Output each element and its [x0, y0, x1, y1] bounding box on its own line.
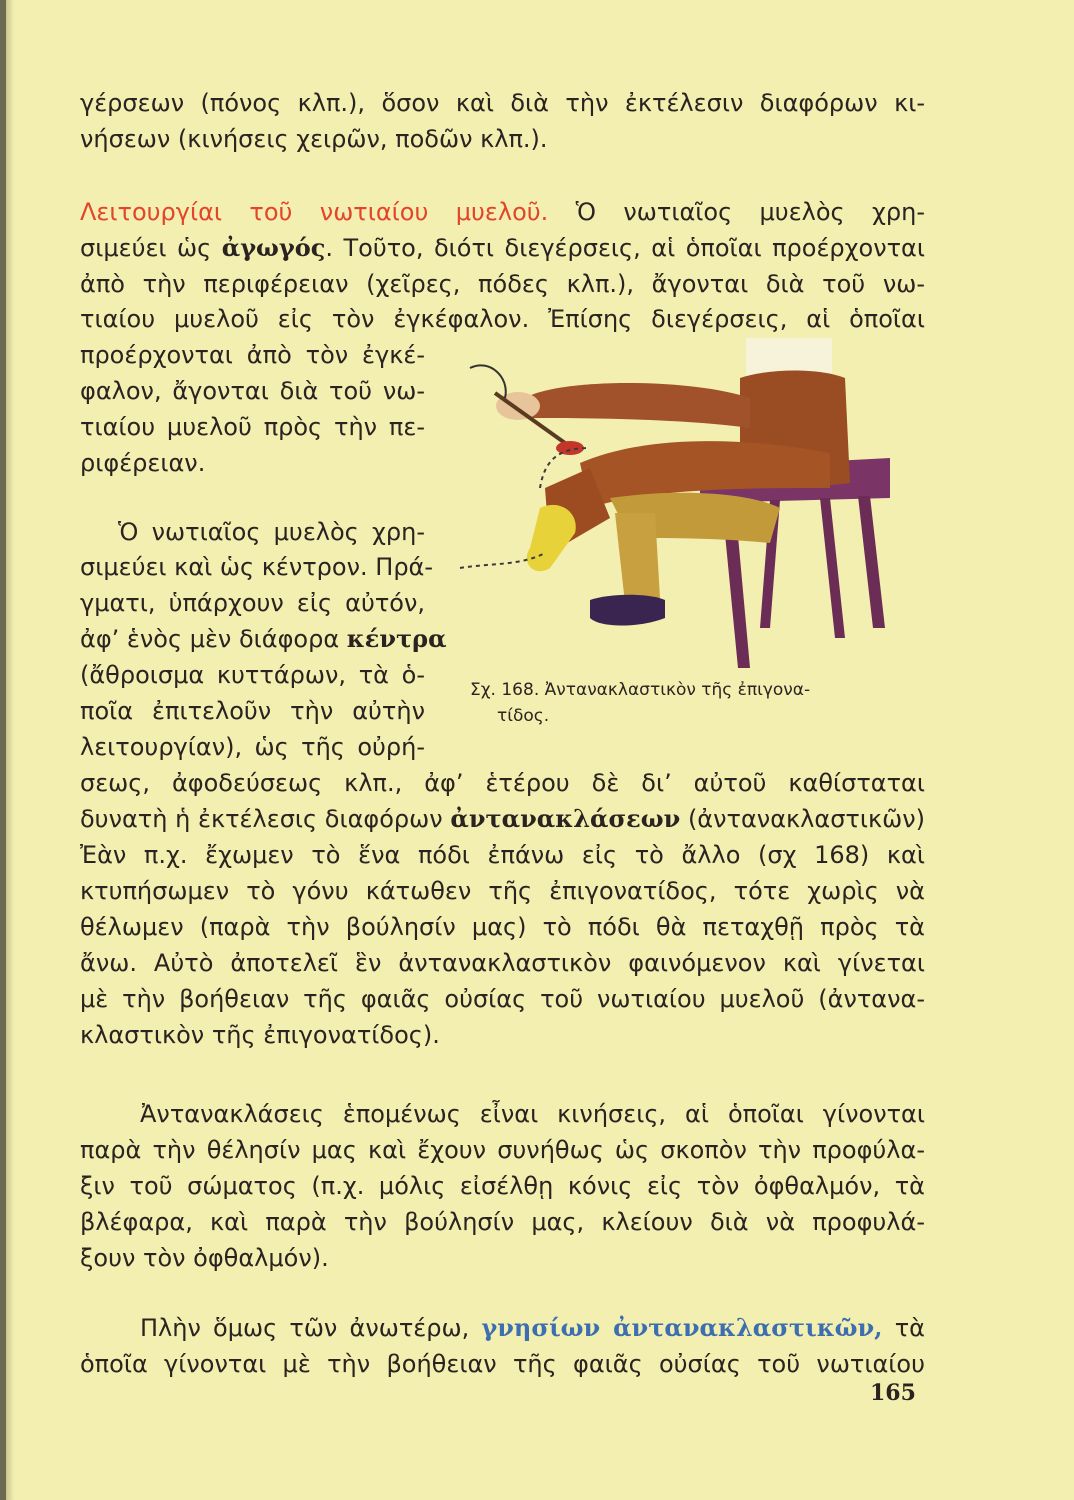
text-line: γέρσεων (πόνος κλπ.), ὅσον καὶ διὰ τὴν ἐκτέλεσιν διαφόρων κι-	[80, 89, 925, 117]
text-line: ποῖα ἐπιτελοῦν τὴν αὐτὴν	[80, 697, 425, 725]
shoe	[590, 595, 665, 626]
text-line: ἀπὸ τὴν περιφέρειαν (χεῖρες, πόδες κλπ.), ἄγονται διὰ τοῦ νω-	[80, 270, 925, 298]
text-line: Ἀντανακλάσεις ἑπομένως εἶναι κινήσεις, αἱ ὁποῖαι γίνονται	[140, 1100, 925, 1128]
text-line: τιαίου μυελοῦ εἰς τὸν ἐγκέφαλον. Ἐπίσης διεγέρσεις, αἱ ὁποῖαι	[80, 305, 925, 333]
text-line: (ἄθροισμα κυττάρων, τὰ ὁ-	[80, 661, 425, 689]
text-line: ἄνω. Αὐτὸ ἀποτελεῖ ἓν ἀντανακλαστικὸν φαινόμενον καὶ γίνεται	[80, 949, 925, 977]
bold-term: κέντρα	[346, 624, 447, 653]
reflex-foot	[527, 505, 576, 571]
section-heading: Λειτουργίαι τοῦ νωτιαίου μυελοῦ.	[80, 198, 549, 226]
knee-reflex-illustration	[450, 338, 900, 668]
book-binding-shadow	[6, 0, 14, 1500]
text-line: ξιν τοῦ σώματος (π.χ. μόλις εἰσέλθῃ κόνις εἰς τὸν ὀφθαλμόν, τὰ	[80, 1172, 925, 1200]
text-line: σιμεύει καὶ ὡς κέντρον. Πρά-	[80, 553, 434, 581]
text-line: κτυπήσωμεν τὸ γόνυ κάτωθεν τῆς ἐπιγονατίδος, τότε χωρὶς νὰ	[80, 877, 925, 905]
page-number: 165	[870, 1380, 916, 1406]
text-line: κλαστικὸν τῆς ἐπιγονατίδος).	[80, 1021, 440, 1049]
text-line: θέλωμεν (παρὰ τὴν βούλησίν μας) τὸ πόδι θὰ πεταχθῇ πρὸς τὰ	[80, 913, 925, 941]
bold-term: ἀντανακλάσεων	[450, 804, 681, 833]
chair-leg	[858, 496, 885, 628]
text-line: ἀφ’ ἑνὸς μὲν διάφορα κέντρα	[80, 624, 447, 653]
figure-caption: τίδος.	[497, 706, 550, 726]
text-line: Λειτουργίαι τοῦ νωτιαίου μυελοῦ. Ὁ νωτιαῖος μυελὸς χρη-	[80, 198, 925, 226]
text-line: σιμεύει ὡς ἀγωγός. Τοῦτο, διότι διεγέρσεις, αἱ ὁποῖαι προέρχονται	[80, 233, 925, 262]
arm	[525, 383, 750, 428]
text-line: φαλον, ἄγονται διὰ τοῦ νω-	[80, 377, 425, 405]
figure-caption: Σχ. 168. Ἀντανακλαστικὸν τῆς ἐπιγονα-	[470, 680, 811, 700]
text-line: ὁποῖα γίνονται μὲ τὴν βοήθειαν τῆς φαιᾶς οὐσίας τοῦ νωτιαίου	[80, 1350, 925, 1378]
text-line: παρὰ τὴν θέλησίν μας καὶ ἔχουν συνήθως ὡς σκοπὸν τὴν προφύλα-	[80, 1136, 925, 1164]
text-line: τιαίου μυελοῦ πρὸς τὴν πε-	[80, 413, 425, 441]
text-line: Ἐὰν π.χ. ἔχωμεν τὸ ἕνα πόδι ἐπάνω εἰς τὸ ἄλλο (σχ 168) καὶ	[80, 841, 925, 869]
text-line: δυνατὴ ἡ ἐκτέλεσις διαφόρων ἀντανακλάσεων (ἀντανακλαστικῶν)	[80, 804, 925, 833]
text-line: Πλὴν ὅμως τῶν ἀνωτέρω, γνησίων ἀντανακλαστικῶν, τὰ	[140, 1313, 926, 1342]
text-line: μὲ τὴν βοήθειαν τῆς φαιᾶς οὐσίας τοῦ νωτιαίου μυελοῦ (ἀντανα-	[80, 985, 925, 1013]
text-line: ξουν τὸν ὀφθαλμόν).	[80, 1244, 329, 1272]
text-line: γματι, ὑπάρχουν εἰς αὐτόν,	[80, 589, 425, 617]
text-line: λειτουργίαν), ὡς τῆς οὐρή-	[80, 733, 425, 761]
highlighted-term: γνησίων ἀντανακλαστικῶν,	[481, 1313, 883, 1342]
text-line: σεως, ἀφοδεύσεως κλπ., ἀφ’ ἑτέρου δὲ δι’ αὐτοῦ καθίσταται	[80, 769, 925, 797]
text-line: ριφέρειαν.	[80, 449, 206, 477]
bold-term: ἀγωγός	[221, 233, 326, 262]
text-line: βλέφαρα, καὶ παρὰ τὴν βούλησίν μας, κλείουν διὰ νὰ προφυλά-	[80, 1208, 925, 1236]
text-line: νήσεων (κινήσεις χειρῶν, ποδῶν κλπ.).	[80, 125, 548, 153]
chair-leg	[820, 498, 845, 638]
text-line: προέρχονται ἀπὸ τὸν ἐγκέ-	[80, 341, 425, 369]
text-line: Ὁ νωτιαῖος μυελὸς χρη-	[118, 518, 425, 546]
sleeve-outline	[470, 365, 506, 398]
lower-leg-shin	[615, 513, 660, 603]
